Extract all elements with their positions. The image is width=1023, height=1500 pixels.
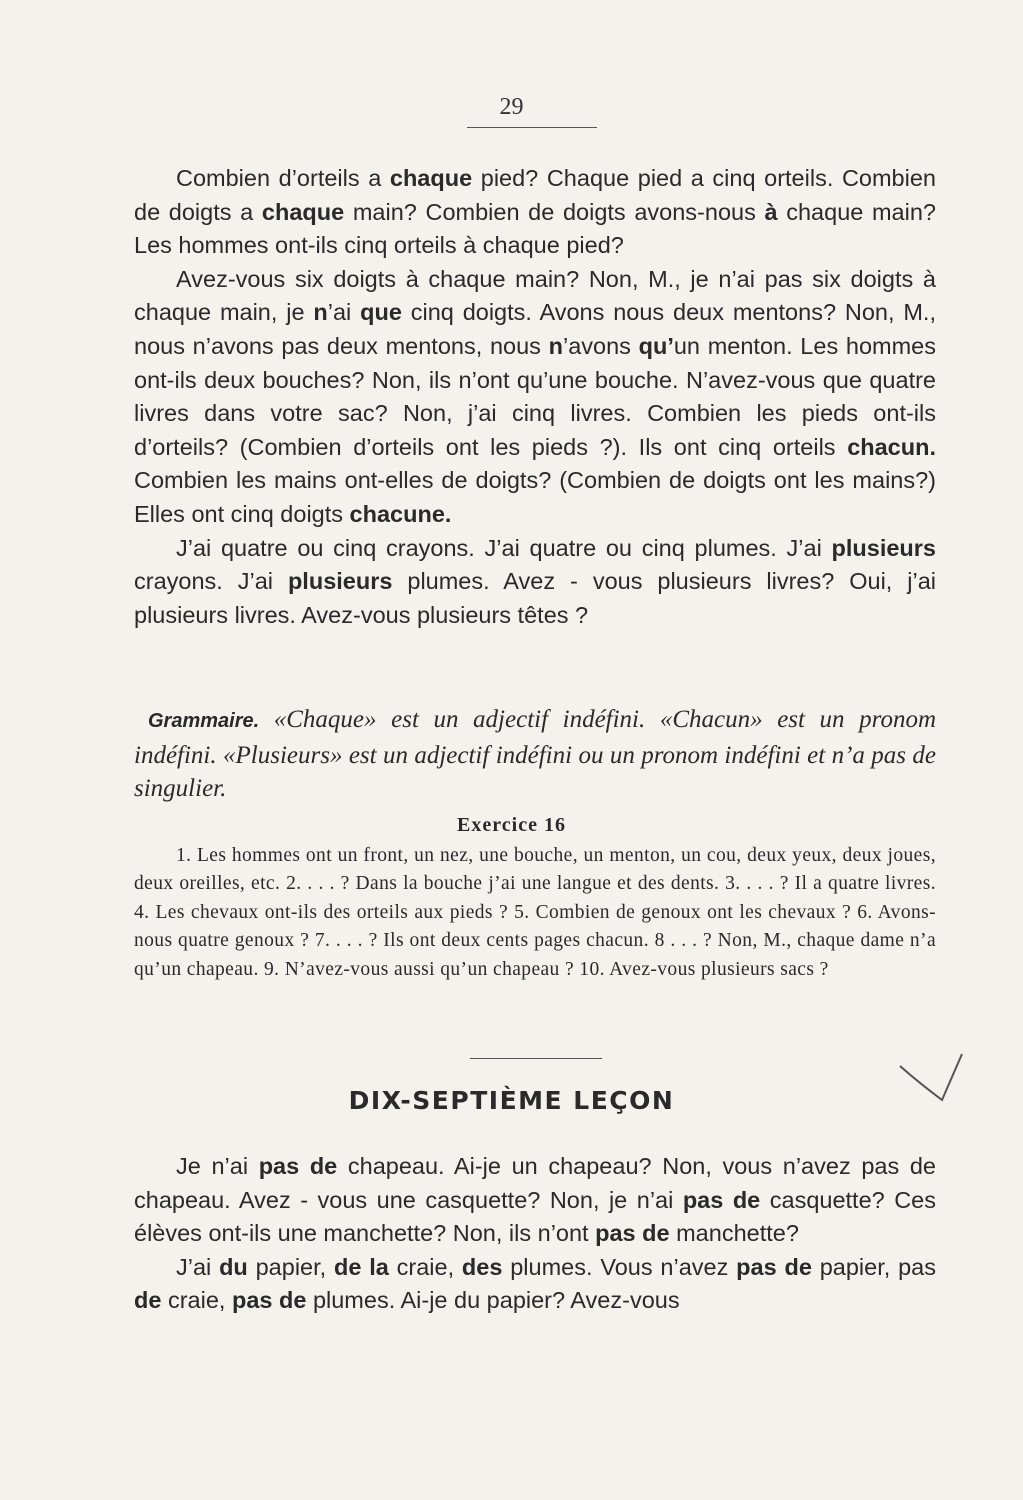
bold-term: de	[134, 1287, 162, 1314]
exercise-text: 1. Les hommes ont un front, un nez, une bouche, un menton, un cou, deux yeux, deux joues, deux oreilles, etc. 2. . . . ? Dans la bouche j’ai une langue et des dents. 3. . . . ? Il a quatre livres. 4. Les chevaux ont-ils des orteils aux pieds ? 5. Combien de genoux ont les chevaux ? 6. Avons-nous quatre genoux ? 7. . . . ? Ils ont deux cents pages chacun. 8 . . . ? Non, M., chaque dame n’a qu’un chapeau. 9. N’avez-vous aussi qu’un chapeau ? 10. Avez-vous plusieurs sacs ?	[134, 845, 936, 980]
exercise-title: Exercice 16	[457, 814, 566, 836]
bold-term: que	[360, 299, 402, 326]
paragraph	[134, 1251, 936, 1318]
text-run: cinq doigts. Avons nous deux mentons? Non, M., nous n’avons pas deux mentons, nous	[134, 299, 936, 359]
bold-term: pas de	[682, 1186, 761, 1213]
text-run: crayons. J’ai	[134, 568, 288, 595]
bold-term: pas de	[736, 1253, 812, 1280]
section-rule	[470, 1058, 602, 1059]
lesson-text-top	[134, 162, 936, 632]
text-run: chaque main? Les hommes ont-ils cinq orteils à chaque pied?	[134, 198, 936, 259]
grammar-label: Grammaire.	[148, 710, 260, 732]
bold-term: chacun.	[847, 433, 936, 460]
paragraph	[134, 1150, 936, 1251]
bold-term: pas de	[595, 1220, 670, 1247]
text-run: J’ai	[176, 1253, 220, 1280]
bold-term: plusieurs	[287, 568, 393, 595]
text-run: J’ai quatre ou cinq crayons. J’ai quatre ou cinq plumes. J’ai	[176, 534, 832, 561]
bold-term: qu’	[638, 332, 674, 359]
bold-term: des	[461, 1253, 503, 1280]
text-run: manchette?	[669, 1220, 799, 1247]
bold-term: de la	[333, 1253, 389, 1280]
text-run: plumes. Vous n’avez	[502, 1253, 737, 1280]
text-run: casquette? Ces élèves ont-ils une manchette? Non, ils n’ont	[134, 1186, 937, 1247]
lesson-text-bottom	[134, 1150, 936, 1318]
text-run: main? Combien de doigts avons-nous	[344, 198, 765, 225]
paragraph	[134, 532, 936, 633]
text-run: ’ai	[327, 299, 361, 326]
text-run: plumes. Ai-je du papier? Avez-vous	[306, 1287, 680, 1314]
text-run: craie,	[388, 1253, 462, 1280]
text-run: Combien d’orteils a	[176, 165, 390, 191]
text-run: chapeau. Ai-je un chapeau? Non, vous n’avez pas de chapeau. Avez - vous une casquette? Non, je n’ai	[134, 1153, 936, 1213]
text-run: pied? Chaque pied a cinq orteils. Combien de doigts a	[134, 165, 936, 225]
bold-term: chaque	[389, 165, 473, 191]
bold-term: n	[548, 332, 563, 359]
text-run: Combien les mains ont-elles de doigts? (Combien de doigts ont les mains?) Elles ont cinq doigts	[134, 467, 936, 527]
lesson-title: DIX-SEPTIÈME LEÇON	[348, 1086, 675, 1115]
grammar-note	[134, 703, 936, 806]
bold-term: pas de	[231, 1287, 307, 1314]
grammar-text: «Chaque» est un adjectif indéfini. «Chacun» est un pronom indéfini. «Plusieurs» est un adjectif indéfini ou un pronom indéfini et n’a pas de singulier.	[134, 706, 936, 802]
header-rule	[467, 127, 597, 128]
bold-term: chaque	[261, 198, 345, 225]
text-run: plumes. Avez - vous plusieurs livres? Oui, j’ai plusieurs livres. Avez-vous plusieurs têtes ?	[134, 568, 936, 628]
bold-term: pas de	[258, 1153, 338, 1179]
bold-term: plusieurs	[831, 534, 936, 561]
text-run: Avez-vous six doigts à chaque main? Non, M., je n’ai pas six doigts à chaque main, je	[134, 265, 936, 326]
page-number: 29	[499, 94, 524, 120]
bold-term: n	[313, 299, 328, 326]
bold-term: à	[764, 198, 778, 225]
bold-term: chacune.	[349, 500, 452, 527]
bold-term: du	[219, 1253, 248, 1280]
text-run: papier, pas	[811, 1253, 936, 1280]
paragraph	[134, 162, 936, 263]
text-run: un menton. Les hommes ont-ils deux bouches? Non, ils n’ont qu’une bouche. N’avez-vous que quatre livres dans votre sac? Non, j’ai cinq livres. Combien les pieds ont-ils d’orteils? (Combien d’orteils ont les pieds ?). Ils ont cinq orteils	[134, 332, 936, 460]
text-run: papier,	[247, 1253, 334, 1280]
paragraph	[134, 263, 936, 532]
text-run: Je n’ai	[176, 1153, 259, 1179]
text-run: ’avons	[562, 332, 639, 359]
text-run: craie,	[161, 1287, 232, 1314]
